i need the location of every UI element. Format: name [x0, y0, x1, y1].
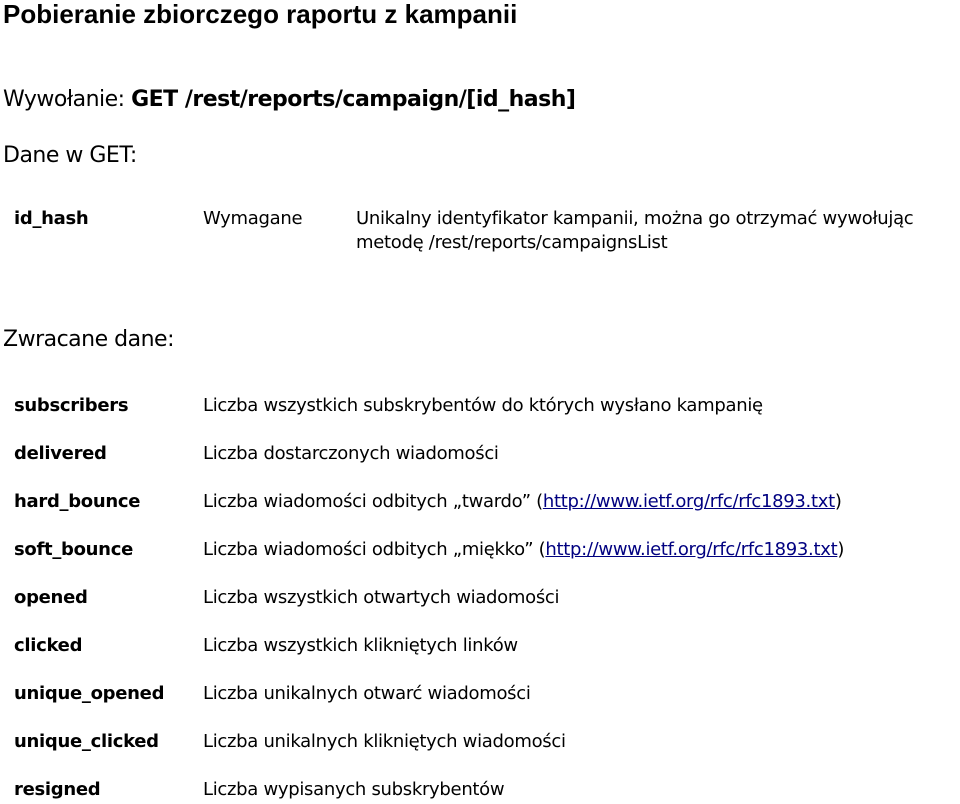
field-description: Liczba wszystkich subskrybentów do których wysłano kampanię: [203, 395, 763, 416]
field-description: Liczba unikalnych otwarć wiadomości: [203, 683, 531, 704]
field-name: unique_clicked: [14, 731, 159, 752]
field-description-text: Liczba wiadomości odbitych „miękko” (: [203, 539, 546, 560]
field-name: soft_bounce: [14, 539, 133, 560]
field-description: [203, 536, 844, 564]
field-name: hard_bounce: [14, 491, 141, 512]
call-endpoint: GET /rest/reports/campaign/[id_hash]: [131, 87, 576, 112]
field-name: opened: [14, 587, 88, 608]
param-description-line1: Unikalny identyfikator kampanii, można go otrzymać wywołując: [356, 208, 914, 229]
param-required: Wymagane: [203, 208, 303, 229]
param-description-line2: metodę /rest/reports/campaignsList: [356, 232, 668, 253]
get-section-heading: Dane w GET:: [3, 143, 137, 168]
field-description: [203, 488, 842, 516]
field-name: clicked: [14, 635, 83, 656]
field-description-close: ): [834, 491, 842, 512]
field-description: Liczba wypisanych subskrybentów: [203, 779, 505, 800]
rfc-link[interactable]: http://www.ietf.org/rfc/rfc1893.txt: [542, 491, 835, 512]
field-description-text: Liczba wiadomości odbitych „twardo” (: [203, 491, 543, 512]
field-name: delivered: [14, 443, 107, 464]
returned-section-heading: Zwracane dane:: [3, 327, 174, 352]
field-description-close: ): [837, 539, 845, 560]
call-label: Wywołanie:: [3, 87, 132, 112]
param-name: id_hash: [14, 208, 89, 229]
page-title: Pobieranie zbiorczego raportu z kampanii: [3, 0, 518, 29]
param-description: [356, 207, 913, 255]
field-description: Liczba unikalnych klikniętych wiadomości: [203, 731, 566, 752]
field-description: Liczba wszystkich otwartych wiadomości: [203, 587, 560, 608]
rfc-link[interactable]: http://www.ietf.org/rfc/rfc1893.txt: [545, 539, 838, 560]
field-name: resigned: [14, 779, 101, 800]
field-description: Liczba wszystkich klikniętych linków: [203, 635, 518, 656]
field-description: Liczba dostarczonych wiadomości: [203, 443, 499, 464]
field-name: subscribers: [14, 395, 129, 416]
call-line: [3, 85, 575, 115]
field-name: unique_opened: [14, 683, 165, 704]
